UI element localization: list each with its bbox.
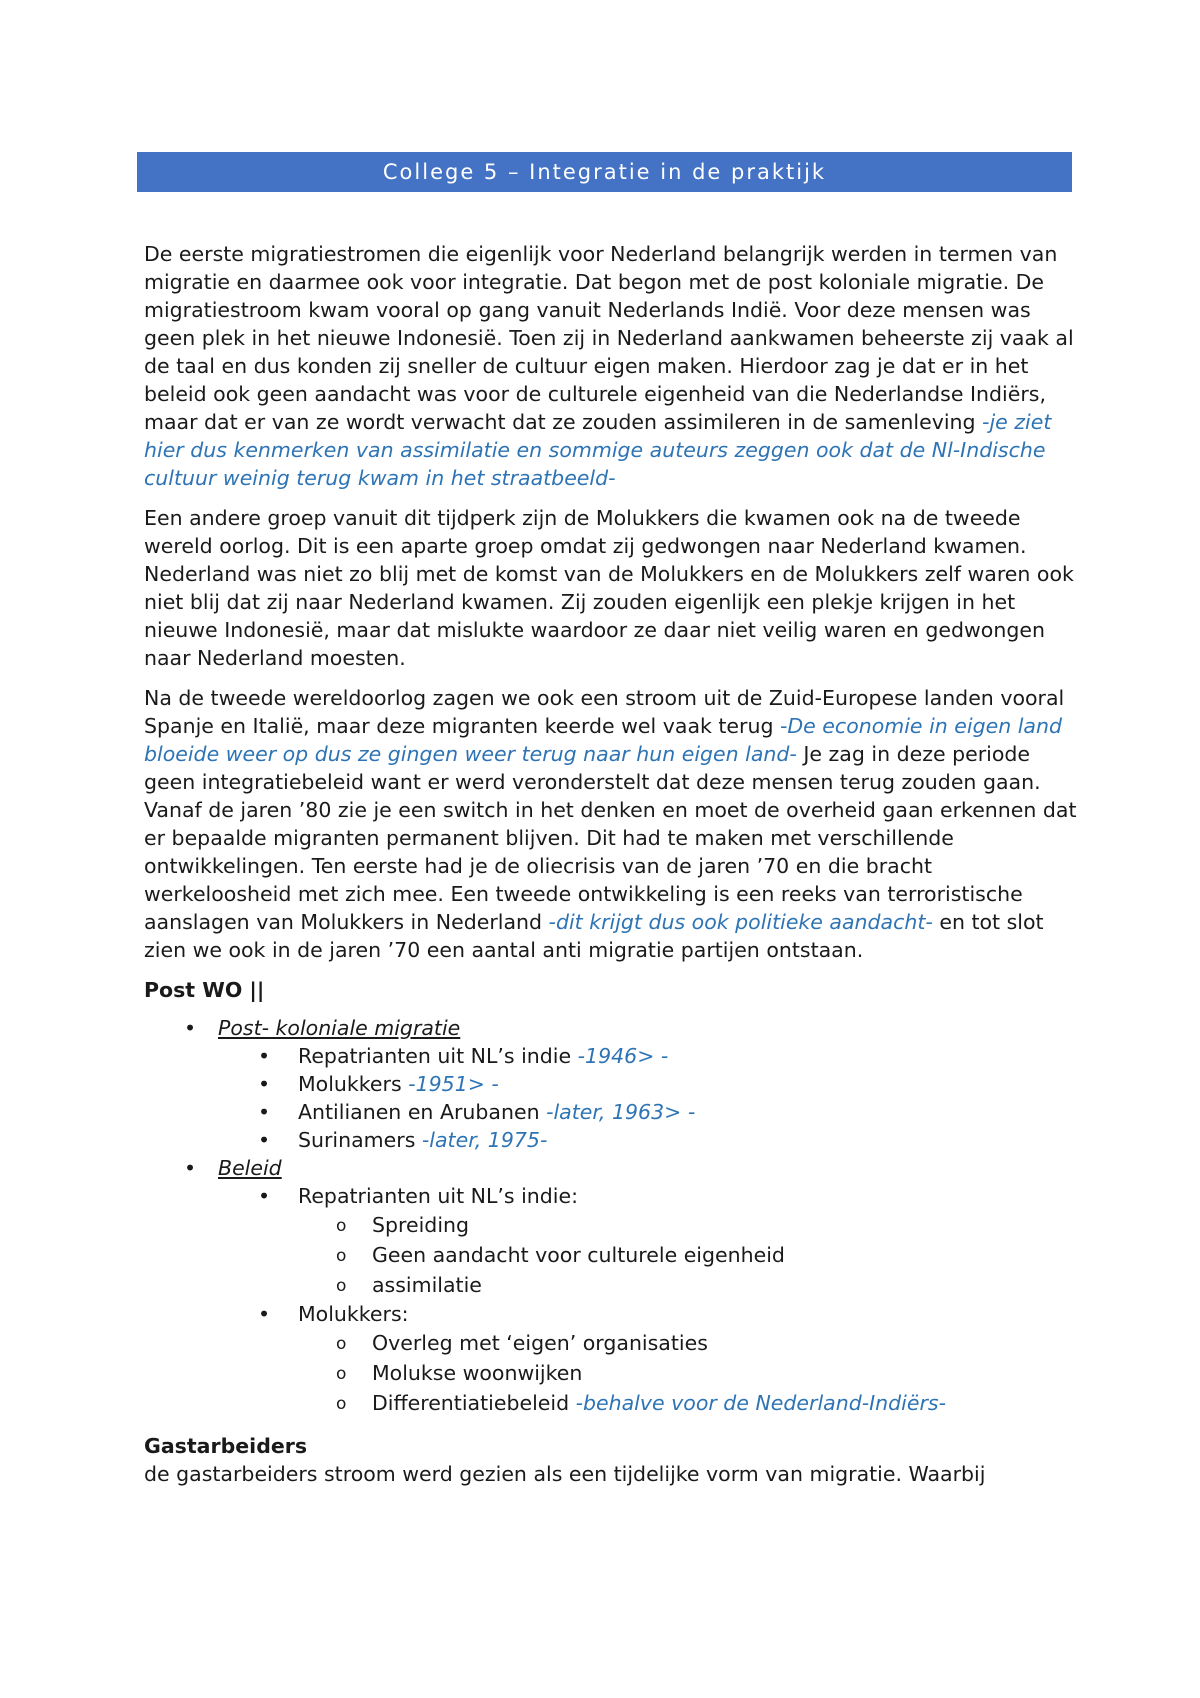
list-item bbox=[258, 1182, 1084, 1300]
circle-bullet-icon: o bbox=[336, 1364, 347, 1384]
circle-bullet-icon: o bbox=[336, 1276, 347, 1296]
list-item bbox=[336, 1358, 1084, 1388]
bullet-icon: • bbox=[184, 1156, 197, 1180]
bullet-icon: • bbox=[258, 1072, 271, 1096]
list-item-text: assimilatie bbox=[372, 1273, 482, 1297]
page-title: College 5 – Integratie in de praktijk bbox=[137, 152, 1072, 192]
list-item bbox=[184, 1014, 1084, 1154]
list-item-text: Surinamers bbox=[298, 1128, 422, 1152]
list-item bbox=[336, 1388, 1084, 1418]
circle-bullet-icon: o bbox=[336, 1394, 347, 1414]
list-item-text: Repatrianten uit NL’s indie bbox=[298, 1044, 578, 1068]
list-item bbox=[258, 1300, 1084, 1418]
bullet-icon: • bbox=[258, 1044, 271, 1068]
list-item-text: Overleg met ‘eigen’ organisaties bbox=[372, 1331, 708, 1355]
paragraph-text: Je zag in deze periode geen integratiebeleid want er werd veronderstelt dat deze mensen terug zouden gaan. Vanaf de jaren ’80 zie je een switch in het denken en moet de overheid gaan erkennen dat er bepaalde migranten permanent blijven. Dit had te maken met verschillende ontwikkelingen. Ten eerste had je de oliecrisis van de jaren ’70 en die bracht werkeloosheid met zich mee. Een tweede ontwikkeling is een reeks van terroristische aanslagen van Molukkers in Nederland bbox=[144, 742, 1077, 934]
list-item-text: Differentiatiebeleid bbox=[372, 1391, 576, 1415]
list-item-text: Repatrianten uit NL’s indie: bbox=[298, 1184, 579, 1208]
paragraph-text: De eerste migratiestromen die eigenlijk voor Nederland belangrijk werden in termen van migratie en daarmee ook voor integratie. Dat begon met de post koloniale migratie. De migratiestroom kwam vooral op gang vanuit Nederlands Indië. Voor deze mensen was geen plek in het nieuwe Indonesië. Toen zij in Nederland aankwamen beheerste zij vaak al de taal en dus konden zij sneller de cultuur eigen maken. Hierdoor zag je dat er in het beleid ook geen aandacht was voor de culturele eigenheid van die Nederlandse Indiërs, maar dat er van ze wordt verwacht dat ze zouden assimileren in de samenleving bbox=[144, 242, 1074, 434]
list-item-note: -1951> - bbox=[408, 1072, 499, 1096]
list-item-note: -later, 1975- bbox=[421, 1128, 548, 1152]
paragraph-text: en tot slot zien we ook in de jaren ’70 een aantal anti migratie partijen ontstaan. bbox=[144, 910, 1044, 962]
list-item-note: -later, 1963> - bbox=[546, 1100, 696, 1124]
paragraph-note: -je ziet hier dus kenmerken van assimilatie en sommige auteurs zeggen ook dat de Nl-Indische cultuur weinig terug kwam in het straatbeeld- bbox=[144, 410, 1052, 490]
paragraph-south-europe bbox=[144, 684, 1084, 964]
circle-bullet-icon: o bbox=[336, 1216, 347, 1236]
bullet-icon: • bbox=[184, 1016, 197, 1040]
list-item-label: Post- koloniale migratie bbox=[218, 1016, 461, 1040]
list-item bbox=[336, 1328, 1084, 1358]
list-item bbox=[258, 1126, 1084, 1154]
list-item bbox=[258, 1098, 1084, 1126]
document-body bbox=[144, 240, 1084, 1500]
list-item-text: Geen aandacht voor culturele eigenheid bbox=[372, 1243, 785, 1267]
paragraph-text: Een andere groep vanuit dit tijdperk zijn de Molukkers die kwamen ook na de tweede wereld oorlog. Dit is een aparte groep omdat zij gedwongen naar Nederland kwamen. Nederland was niet zo blij met de komst van de Molukkers en de Molukkers zelf waren ook niet blij dat zij naar Nederland kwamen. Zij zouden eigenlijk een plekje krijgen in het nieuwe Indonesië, maar dat mislukte waardoor ze daar niet veilig waren en gedwongen naar Nederland moesten. bbox=[144, 506, 1074, 670]
list-item bbox=[336, 1240, 1084, 1270]
list-item-label: Beleid bbox=[218, 1156, 282, 1180]
heading-post-wo: Post WO || bbox=[144, 978, 265, 1002]
list-item-text: Molukkers: bbox=[298, 1302, 409, 1326]
paragraph-molukkers bbox=[144, 504, 1084, 672]
list-item-text: Spreiding bbox=[372, 1213, 470, 1237]
list-item bbox=[336, 1210, 1084, 1240]
list-item bbox=[258, 1070, 1084, 1098]
outline-list bbox=[144, 1014, 1084, 1418]
list-item-text: Antilianen en Arubanen bbox=[298, 1100, 547, 1124]
list-item-text: Molukkers bbox=[298, 1072, 409, 1096]
list-item-text: Molukse woonwijken bbox=[372, 1361, 583, 1385]
list-item-note: -behalve voor de Nederland-Indiërs- bbox=[575, 1391, 946, 1415]
section-gastarbeiders bbox=[144, 1432, 1084, 1488]
paragraph-gastarbeiders: de gastarbeiders stroom werd gezien als een tijdelijke vorm van migratie. Waarbij bbox=[144, 1462, 986, 1486]
bullet-icon: • bbox=[258, 1302, 271, 1326]
list-item-note: -1946> - bbox=[577, 1044, 669, 1068]
sub-sub-list bbox=[298, 1328, 1084, 1418]
paragraph-post-colonial bbox=[144, 240, 1084, 492]
bullet-icon: • bbox=[258, 1184, 271, 1208]
list-item bbox=[184, 1154, 1084, 1418]
paragraph-note: -dit krijgt dus ook politieke aandacht- bbox=[548, 910, 933, 934]
list-item bbox=[336, 1270, 1084, 1300]
sub-sub-list bbox=[298, 1210, 1084, 1300]
paragraph-note: -De economie in eigen land bloeide weer op dus ze gingen weer terug naar hun eigen land- bbox=[144, 714, 1062, 766]
bullet-icon: • bbox=[258, 1100, 271, 1124]
circle-bullet-icon: o bbox=[336, 1334, 347, 1354]
bullet-icon: • bbox=[258, 1128, 271, 1152]
sub-list bbox=[218, 1182, 1084, 1418]
paragraph-text: Na de tweede wereldoorlog zagen we ook een stroom uit de Zuid-Europese landen vooral Spanje en Italië, maar deze migranten keerde wel vaak terug bbox=[144, 686, 1065, 738]
heading-gastarbeiders: Gastarbeiders bbox=[144, 1434, 308, 1458]
circle-bullet-icon: o bbox=[336, 1246, 347, 1266]
list-item bbox=[258, 1042, 1084, 1070]
sub-list bbox=[218, 1042, 1084, 1154]
